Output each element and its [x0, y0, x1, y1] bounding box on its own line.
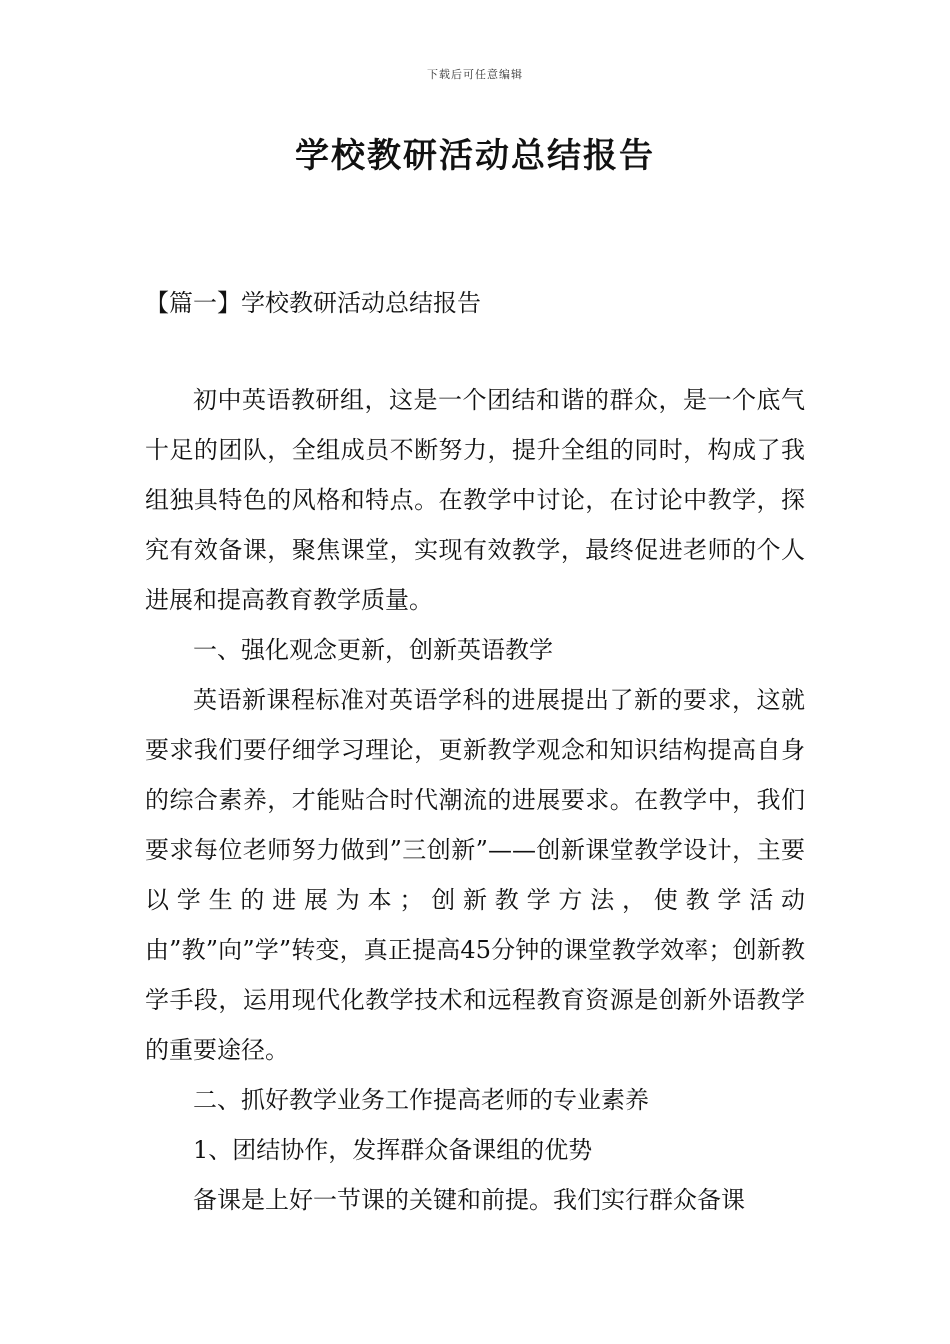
body-text [145, 375, 805, 1225]
document-title: 学校教研活动总结报告 [295, 136, 655, 176]
section-heading: 【篇一】学校教研活动总结报告 [145, 289, 481, 317]
paragraph-lesson-prep: 备课是上好一节课的关键和前提。我们实行群众备课 [193, 1186, 745, 1214]
paragraph-heading-2: 二、抓好教学业务工作提高老师的专业素养 [193, 1086, 649, 1114]
paragraph-heading-1: 一、强化观念更新，创新英语教学 [193, 636, 553, 664]
paragraph-subheading-1: 1、团结协作，发挥群众备课组的优势 [193, 1136, 593, 1164]
header-note: 下载后可任意编辑 [427, 68, 523, 81]
paragraph-curriculum: 英语新课程标准对英语学科的进展提出了新的要求，这就要求我们要仔细学习理论，更新教学观念和知识结构提高自身的综合素养，才能贴合时代潮流的进展要求。在教学中，我们要求每位老师努力做到”三创新”——创新课堂教学设计，主要以学生的进展为本；创新教学方法，使教学活动由”教”向”学”转变，真正提高45分钟的课堂教学效率；创新教学手段，运用现代化教学技术和远程教育资源是创新外语教学的重要途径。 [145, 686, 805, 1064]
paragraph-intro: 初中英语教研组，这是一个团结和谐的群众，是一个底气十足的团队，全组成员不断努力，提升全组的同时，构成了我组独具特色的风格和特点。在教学中讨论，在讨论中教学，探究有效备课，聚焦课堂，实现有效教学，最终促进老师的个人进展和提高教育教学质量。 [145, 386, 805, 614]
